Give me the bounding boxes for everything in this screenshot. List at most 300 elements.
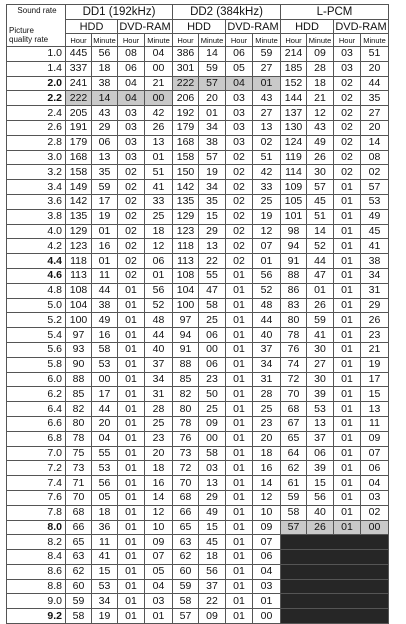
- dd1-dvdram-minute-cell: 10: [145, 520, 173, 535]
- picture-quality-rate-cell: 7.6: [7, 490, 66, 505]
- dd2-hdd-hour-cell: 168: [173, 135, 199, 150]
- dd1-dvdram-minute-cell: 13: [145, 135, 173, 150]
- lpcm-dvdram-hour-cell: 01: [334, 254, 361, 269]
- dd2-dvdram-hour-cell: 01: [226, 609, 253, 624]
- dd2-hdd-minute-cell: 06: [199, 328, 226, 343]
- picture-quality-rate-cell: 3.2: [7, 165, 66, 180]
- picture-quality-rate-cell: 4.2: [7, 239, 66, 254]
- dd2-dvdram-hour-cell: 01: [226, 490, 253, 505]
- dd2-hdd-hour-cell: 78: [173, 416, 199, 431]
- dd2-dvdram-hour-cell: 01: [226, 550, 253, 565]
- lpcm-dvdram-minute-cell: 07: [361, 446, 389, 461]
- dd1-dvdram-minute-cell: 48: [145, 313, 173, 328]
- picture-quality-rate-cell: 4.6: [7, 268, 66, 283]
- dd2-hdd-hour-cell: 206: [173, 91, 199, 106]
- dd1-dvdram-hour-cell: 04: [118, 76, 145, 91]
- dd1-dvdram-minute-cell: 05: [145, 564, 173, 579]
- lpcm-hdd-minute-cell: 41: [307, 328, 334, 343]
- picture-quality-rate-cell: 9.0: [7, 594, 66, 609]
- dd2-dvdram-hour-cell: 03: [226, 91, 253, 106]
- table-row: [7, 372, 389, 387]
- lpcm-hdd-minute-cell: 59: [307, 313, 334, 328]
- lpcm-hdd-minute-cell: 30: [307, 165, 334, 180]
- lpcm-hdd-minute-cell: 30: [307, 342, 334, 357]
- unit-header-minute: Minute: [93, 35, 116, 45]
- dd2-hdd-hour-cell: 65: [173, 520, 199, 535]
- dd2-hdd-hour-cell: 150: [173, 165, 199, 180]
- dd2-hdd-minute-cell: 22: [199, 254, 226, 269]
- lpcm-dvdram-minute-cell: 23: [361, 328, 389, 343]
- table-row: [7, 47, 389, 62]
- dd1-hdd-minute-cell: 55: [92, 446, 118, 461]
- unavailable-cell-lpcm: [281, 535, 389, 550]
- dd2-dvdram-hour-cell: 01: [226, 594, 253, 609]
- dd2-dvdram-hour-cell: 01: [226, 564, 253, 579]
- table-row: [7, 461, 389, 476]
- media-header-dd1-dvdram: DVD-RAM: [119, 20, 171, 33]
- lpcm-dvdram-minute-cell: 57: [361, 180, 389, 195]
- lpcm-hdd-minute-cell: 53: [307, 402, 334, 417]
- dd1-hdd-minute-cell: 38: [92, 298, 118, 313]
- dd2-dvdram-hour-cell: 02: [226, 150, 253, 165]
- dd2-dvdram-minute-cell: 40: [253, 328, 281, 343]
- dd2-dvdram-minute-cell: 52: [253, 283, 281, 298]
- dd1-dvdram-minute-cell: 12: [145, 239, 173, 254]
- dd1-hdd-minute-cell: 19: [92, 609, 118, 624]
- picture-quality-rate-cell: 7.8: [7, 505, 66, 520]
- dd1-dvdram-hour-cell: 02: [118, 239, 145, 254]
- dd1-dvdram-hour-cell: 03: [118, 150, 145, 165]
- dd2-dvdram-minute-cell: 34: [253, 357, 281, 372]
- dd1-dvdram-hour-cell: 01: [118, 283, 145, 298]
- dd1-hdd-minute-cell: 56: [92, 476, 118, 491]
- dd2-dvdram-hour-cell: 04: [226, 76, 253, 91]
- dd2-hdd-minute-cell: 18: [199, 550, 226, 565]
- lpcm-dvdram-hour-cell: 03: [334, 61, 361, 76]
- table-row: [7, 91, 389, 106]
- dd2-hdd-minute-cell: 34: [199, 180, 226, 195]
- lpcm-dvdram-minute-cell: 06: [361, 461, 389, 476]
- dd2-dvdram-minute-cell: 48: [253, 298, 281, 313]
- dd1-hdd-minute-cell: 59: [92, 180, 118, 195]
- lpcm-hdd-hour-cell: 64: [281, 446, 307, 461]
- dd2-hdd-minute-cell: 23: [199, 372, 226, 387]
- lpcm-dvdram-minute-cell: 51: [361, 47, 389, 62]
- dd2-dvdram-minute-cell: 27: [253, 61, 281, 76]
- lpcm-hdd-minute-cell: 52: [307, 239, 334, 254]
- dd2-hdd-minute-cell: 57: [199, 76, 226, 91]
- dd1-dvdram-hour-cell: 03: [118, 106, 145, 121]
- lpcm-dvdram-minute-cell: 21: [361, 342, 389, 357]
- dd2-dvdram-hour-cell: 03: [226, 120, 253, 135]
- dd2-hdd-hour-cell: 80: [173, 402, 199, 417]
- dd1-dvdram-hour-cell: 01: [118, 535, 145, 550]
- dd1-dvdram-minute-cell: 44: [145, 328, 173, 343]
- dd1-dvdram-hour-cell: 01: [118, 579, 145, 594]
- lpcm-hdd-minute-cell: 43: [307, 120, 334, 135]
- lpcm-hdd-hour-cell: 119: [281, 150, 307, 165]
- dd1-dvdram-hour-cell: 01: [118, 313, 145, 328]
- dd2-dvdram-hour-cell: 03: [226, 106, 253, 121]
- picture-quality-rate-cell: 3.6: [7, 194, 66, 209]
- lpcm-dvdram-minute-cell: 35: [361, 91, 389, 106]
- dd2-dvdram-hour-cell: 01: [226, 476, 253, 491]
- dd2-dvdram-hour-cell: 01: [226, 313, 253, 328]
- lpcm-dvdram-minute-cell: 02: [361, 505, 389, 520]
- dd2-hdd-minute-cell: 20: [199, 91, 226, 106]
- dd1-dvdram-hour-cell: 03: [118, 135, 145, 150]
- lpcm-dvdram-hour-cell: 01: [334, 328, 361, 343]
- dd1-dvdram-hour-cell: 02: [118, 165, 145, 180]
- dd1-dvdram-hour-cell: 08: [118, 47, 145, 62]
- table-row: [7, 120, 389, 135]
- dd2-hdd-hour-cell: 94: [173, 328, 199, 343]
- dd2-hdd-minute-cell: 06: [199, 357, 226, 372]
- picture-quality-rate-cell: 8.2: [7, 535, 66, 550]
- lpcm-hdd-hour-cell: 67: [281, 416, 307, 431]
- lpcm-dvdram-minute-cell: 00: [361, 520, 389, 535]
- unit-header-minute: Minute: [307, 34, 334, 47]
- dd2-dvdram-minute-cell: 20: [253, 431, 281, 446]
- dd1-dvdram-minute-cell: 21: [145, 76, 173, 91]
- lpcm-dvdram-minute-cell: 11: [361, 416, 389, 431]
- dd1-hdd-hour-cell: 135: [66, 209, 92, 224]
- picture-quality-rate-cell: 1.4: [7, 61, 66, 76]
- dd1-dvdram-minute-cell: 56: [145, 283, 173, 298]
- lpcm-dvdram-hour-cell: 01: [334, 342, 361, 357]
- picture-quality-rate-cell: 7.2: [7, 461, 66, 476]
- dd1-hdd-hour-cell: 78: [66, 431, 92, 446]
- dd2-dvdram-hour-cell: 01: [226, 387, 253, 402]
- lpcm-hdd-hour-cell: 109: [281, 180, 307, 195]
- picture-quality-rate-cell: 7.0: [7, 446, 66, 461]
- dd2-dvdram-minute-cell: 43: [253, 91, 281, 106]
- media-header-dd2-hdd: HDD: [173, 20, 226, 34]
- dd2-hdd-hour-cell: 100: [173, 298, 199, 313]
- lpcm-hdd-minute-cell: 26: [307, 298, 334, 313]
- lpcm-dvdram-minute-cell: 19: [361, 357, 389, 372]
- dd2-dvdram-minute-cell: 25: [253, 194, 281, 209]
- dd1-dvdram-minute-cell: 18: [145, 461, 173, 476]
- dd2-hdd-hour-cell: 222: [173, 76, 199, 91]
- dd1-hdd-minute-cell: 19: [92, 209, 118, 224]
- media-header-lpcm-dvdram: DVD-RAM: [335, 20, 387, 33]
- dd1-hdd-hour-cell: 158: [66, 165, 92, 180]
- dd2-hdd-hour-cell: 76: [173, 431, 199, 446]
- dd1-dvdram-hour-cell: 02: [118, 180, 145, 195]
- dd1-dvdram-hour-cell: 01: [118, 342, 145, 357]
- dd1-dvdram-minute-cell: 28: [145, 402, 173, 417]
- dd1-dvdram-hour-cell: 02: [118, 224, 145, 239]
- group-header-dd2: DD2 (384kHz): [173, 5, 281, 20]
- lpcm-hdd-minute-cell: 57: [307, 180, 334, 195]
- lpcm-hdd-hour-cell: 144: [281, 91, 307, 106]
- dd1-dvdram-minute-cell: 04: [145, 579, 173, 594]
- dd1-dvdram-hour-cell: 01: [118, 476, 145, 491]
- lpcm-dvdram-minute-cell: 03: [361, 490, 389, 505]
- dd2-hdd-hour-cell: 386: [173, 47, 199, 62]
- dd1-dvdram-minute-cell: 33: [145, 194, 173, 209]
- dd2-dvdram-hour-cell: 01: [226, 461, 253, 476]
- dd2-dvdram-minute-cell: 37: [253, 342, 281, 357]
- dd2-dvdram-minute-cell: 07: [253, 535, 281, 550]
- picture-quality-rate-cell: 8.8: [7, 579, 66, 594]
- dd1-hdd-minute-cell: 18: [92, 61, 118, 76]
- dd2-hdd-hour-cell: 192: [173, 106, 199, 121]
- dd1-hdd-hour-cell: 85: [66, 387, 92, 402]
- lpcm-dvdram-hour-cell: 03: [334, 47, 361, 62]
- dd1-hdd-minute-cell: 13: [92, 150, 118, 165]
- lpcm-dvdram-minute-cell: 20: [361, 120, 389, 135]
- table-row: [7, 224, 389, 239]
- lpcm-hdd-minute-cell: 30: [307, 372, 334, 387]
- lpcm-dvdram-hour-cell: 01: [334, 298, 361, 313]
- dd1-dvdram-minute-cell: 01: [145, 150, 173, 165]
- dd2-dvdram-minute-cell: 33: [253, 180, 281, 195]
- dd1-dvdram-minute-cell: 51: [145, 165, 173, 180]
- lpcm-dvdram-minute-cell: 09: [361, 431, 389, 446]
- lpcm-dvdram-hour-cell: 01: [334, 209, 361, 224]
- unit-header-minute: Minute: [199, 34, 226, 47]
- table-row: [7, 283, 389, 298]
- dd2-dvdram-hour-cell: 01: [226, 505, 253, 520]
- dd2-dvdram-hour-cell: 02: [226, 165, 253, 180]
- dd2-dvdram-hour-cell: 02: [226, 239, 253, 254]
- picture-quality-rate-cell: 5.4: [7, 328, 66, 343]
- dd2-hdd-minute-cell: 15: [199, 520, 226, 535]
- lpcm-hdd-hour-cell: 101: [281, 209, 307, 224]
- recording-time-table-wrapper: [6, 4, 389, 624]
- dd2-hdd-minute-cell: 25: [199, 313, 226, 328]
- dd1-hdd-minute-cell: 01: [92, 254, 118, 269]
- lpcm-dvdram-minute-cell: 29: [361, 298, 389, 313]
- lpcm-hdd-minute-cell: 47: [307, 268, 334, 283]
- dd2-dvdram-hour-cell: 01: [226, 328, 253, 343]
- dd1-hdd-minute-cell: 14: [92, 91, 118, 106]
- dd2-dvdram-hour-cell: 01: [226, 298, 253, 313]
- dd1-dvdram-hour-cell: 01: [118, 431, 145, 446]
- dd1-dvdram-minute-cell: 41: [145, 180, 173, 195]
- dd2-dvdram-minute-cell: 00: [253, 609, 281, 624]
- table-row: [7, 490, 389, 505]
- dd1-dvdram-hour-cell: 02: [118, 209, 145, 224]
- lpcm-dvdram-hour-cell: 01: [334, 476, 361, 491]
- dd2-hdd-hour-cell: 62: [173, 550, 199, 565]
- dd1-dvdram-hour-cell: 02: [118, 268, 145, 283]
- lpcm-dvdram-minute-cell: 20: [361, 61, 389, 76]
- table-row: [7, 476, 389, 491]
- lpcm-dvdram-minute-cell: 49: [361, 209, 389, 224]
- dd1-hdd-minute-cell: 29: [92, 120, 118, 135]
- dd1-hdd-minute-cell: 18: [92, 505, 118, 520]
- dd2-hdd-minute-cell: 19: [199, 165, 226, 180]
- table-row: [7, 150, 389, 165]
- dd1-hdd-minute-cell: 01: [92, 224, 118, 239]
- lpcm-hdd-hour-cell: 114: [281, 165, 307, 180]
- lpcm-dvdram-hour-cell: 01: [334, 268, 361, 283]
- dd1-dvdram-minute-cell: 09: [145, 535, 173, 550]
- lpcm-hdd-minute-cell: 44: [307, 254, 334, 269]
- dd1-hdd-hour-cell: 88: [66, 372, 92, 387]
- dd2-dvdram-minute-cell: 07: [253, 239, 281, 254]
- dd1-hdd-minute-cell: 17: [92, 194, 118, 209]
- dd1-hdd-hour-cell: 445: [66, 47, 92, 62]
- dd1-hdd-hour-cell: 142: [66, 194, 92, 209]
- dd1-dvdram-hour-cell: 02: [118, 254, 145, 269]
- dd1-hdd-minute-cell: 06: [92, 135, 118, 150]
- picture-quality-rate-cell: 2.0: [7, 76, 66, 91]
- lpcm-hdd-hour-cell: 152: [281, 76, 307, 91]
- dd2-hdd-hour-cell: 91: [173, 342, 199, 357]
- dd1-dvdram-minute-cell: 42: [145, 106, 173, 121]
- dd1-dvdram-hour-cell: 01: [118, 594, 145, 609]
- dd1-dvdram-minute-cell: 04: [145, 47, 173, 62]
- dd2-hdd-hour-cell: 129: [173, 209, 199, 224]
- table-row: [7, 239, 389, 254]
- table-row: [7, 535, 389, 550]
- lpcm-hdd-hour-cell: 68: [281, 402, 307, 417]
- dd2-dvdram-minute-cell: 25: [253, 402, 281, 417]
- dd1-hdd-hour-cell: 73: [66, 461, 92, 476]
- unit-header-minute: Minute: [253, 34, 281, 47]
- lpcm-dvdram-hour-cell: 01: [334, 313, 361, 328]
- lpcm-dvdram-minute-cell: 44: [361, 76, 389, 91]
- lpcm-hdd-hour-cell: 57: [281, 520, 307, 535]
- lpcm-dvdram-hour-cell: 02: [334, 165, 361, 180]
- dd1-hdd-minute-cell: 44: [92, 402, 118, 417]
- media-header-dd1-hdd: HDD: [66, 20, 118, 34]
- lpcm-hdd-minute-cell: 12: [307, 106, 334, 121]
- lpcm-hdd-hour-cell: 86: [281, 283, 307, 298]
- dd2-hdd-minute-cell: 38: [199, 135, 226, 150]
- dd1-dvdram-minute-cell: 06: [145, 254, 173, 269]
- dd2-dvdram-minute-cell: 23: [253, 416, 281, 431]
- lpcm-hdd-minute-cell: 26: [307, 520, 334, 535]
- unavailable-cell-lpcm: [281, 594, 389, 609]
- dd2-dvdram-hour-cell: 01: [226, 579, 253, 594]
- lpcm-hdd-hour-cell: 185: [281, 61, 307, 76]
- dd2-hdd-minute-cell: 03: [199, 461, 226, 476]
- dd2-hdd-minute-cell: 25: [199, 402, 226, 417]
- dd1-hdd-hour-cell: 65: [66, 535, 92, 550]
- picture-quality-rate-cell: 4.4: [7, 254, 66, 269]
- table-row: [7, 76, 389, 91]
- lpcm-hdd-minute-cell: 18: [307, 76, 334, 91]
- dd1-hdd-hour-cell: 337: [66, 61, 92, 76]
- dd1-hdd-minute-cell: 34: [92, 594, 118, 609]
- dd1-hdd-minute-cell: 53: [92, 461, 118, 476]
- dd1-dvdram-minute-cell: 01: [145, 609, 173, 624]
- lpcm-hdd-hour-cell: 62: [281, 461, 307, 476]
- lpcm-hdd-minute-cell: 39: [307, 461, 334, 476]
- dd1-dvdram-hour-cell: 01: [118, 461, 145, 476]
- dd2-dvdram-minute-cell: 18: [253, 446, 281, 461]
- dd1-dvdram-minute-cell: 23: [145, 431, 173, 446]
- dd1-dvdram-minute-cell: 16: [145, 476, 173, 491]
- dd1-hdd-minute-cell: 56: [92, 47, 118, 62]
- dd1-hdd-minute-cell: 49: [92, 313, 118, 328]
- table-row: [7, 564, 389, 579]
- lpcm-hdd-hour-cell: 137: [281, 106, 307, 121]
- dd2-hdd-hour-cell: 301: [173, 61, 199, 76]
- dd2-hdd-minute-cell: 34: [199, 120, 226, 135]
- dd2-hdd-minute-cell: 00: [199, 431, 226, 446]
- lpcm-hdd-hour-cell: 58: [281, 505, 307, 520]
- table-row: [7, 579, 389, 594]
- dd1-hdd-hour-cell: 63: [66, 550, 92, 565]
- unit-header-hour: Hour: [173, 34, 199, 47]
- dd1-hdd-hour-cell: 104: [66, 298, 92, 313]
- dd1-dvdram-minute-cell: 03: [145, 594, 173, 609]
- dd2-hdd-hour-cell: 104: [173, 283, 199, 298]
- dd2-hdd-minute-cell: 49: [199, 505, 226, 520]
- lpcm-hdd-minute-cell: 40: [307, 505, 334, 520]
- dd1-hdd-minute-cell: 15: [92, 564, 118, 579]
- picture-quality-rate-cell: 3.0: [7, 150, 66, 165]
- dd1-hdd-hour-cell: 93: [66, 342, 92, 357]
- dd1-hdd-hour-cell: 68: [66, 505, 92, 520]
- picture-quality-rate-cell: 3.4: [7, 180, 66, 195]
- picture-quality-rate-cell: 8.6: [7, 564, 66, 579]
- dd2-hdd-hour-cell: 142: [173, 180, 199, 195]
- picture-quality-rate-cell: 5.8: [7, 357, 66, 372]
- lpcm-dvdram-hour-cell: 01: [334, 431, 361, 446]
- lpcm-hdd-hour-cell: 80: [281, 313, 307, 328]
- picture-quality-rate-cell: 6.8: [7, 431, 66, 446]
- lpcm-dvdram-minute-cell: 04: [361, 476, 389, 491]
- lpcm-dvdram-minute-cell: 53: [361, 194, 389, 209]
- sound-rate-label: Sound rate: [17, 6, 57, 15]
- dd1-dvdram-hour-cell: 01: [118, 298, 145, 313]
- group-header-dd1: DD1 (192kHz): [66, 5, 173, 20]
- dd1-hdd-hour-cell: 149: [66, 180, 92, 195]
- dd1-dvdram-hour-cell: 01: [118, 372, 145, 387]
- dd2-hdd-minute-cell: 45: [199, 535, 226, 550]
- dd2-dvdram-minute-cell: 27: [253, 106, 281, 121]
- dd1-dvdram-minute-cell: 34: [145, 372, 173, 387]
- table-row: [7, 298, 389, 313]
- picture-quality-rate-cell: 7.4: [7, 476, 66, 491]
- lpcm-hdd-hour-cell: 83: [281, 298, 307, 313]
- dd1-dvdram-minute-cell: 12: [145, 505, 173, 520]
- lpcm-dvdram-hour-cell: 02: [334, 135, 361, 150]
- dd1-dvdram-hour-cell: 01: [118, 446, 145, 461]
- lpcm-hdd-hour-cell: 76: [281, 342, 307, 357]
- dd1-dvdram-minute-cell: 20: [145, 446, 173, 461]
- dd1-hdd-hour-cell: 80: [66, 416, 92, 431]
- unit-header-hour: Hour: [118, 34, 145, 47]
- dd2-hdd-hour-cell: 123: [173, 224, 199, 239]
- dd1-dvdram-minute-cell: 18: [145, 224, 173, 239]
- corner-header-cell: [7, 5, 66, 47]
- dd2-dvdram-hour-cell: 02: [226, 180, 253, 195]
- dd2-hdd-hour-cell: 57: [173, 609, 199, 624]
- table-row: [7, 106, 389, 121]
- dd2-dvdram-hour-cell: 01: [226, 446, 253, 461]
- dd2-dvdram-minute-cell: 31: [253, 372, 281, 387]
- dd1-dvdram-minute-cell: 01: [145, 268, 173, 283]
- dd2-dvdram-minute-cell: 01: [253, 76, 281, 91]
- table-row: [7, 520, 389, 535]
- dd2-hdd-hour-cell: 88: [173, 357, 199, 372]
- lpcm-dvdram-hour-cell: 01: [334, 402, 361, 417]
- dd2-hdd-hour-cell: 82: [173, 387, 199, 402]
- dd2-dvdram-hour-cell: 06: [226, 47, 253, 62]
- picture-quality-rate-cell: 6.6: [7, 416, 66, 431]
- dd1-hdd-minute-cell: 16: [92, 328, 118, 343]
- picture-quality-rate-cell: 2.2: [7, 91, 66, 106]
- dd2-dvdram-minute-cell: 04: [253, 564, 281, 579]
